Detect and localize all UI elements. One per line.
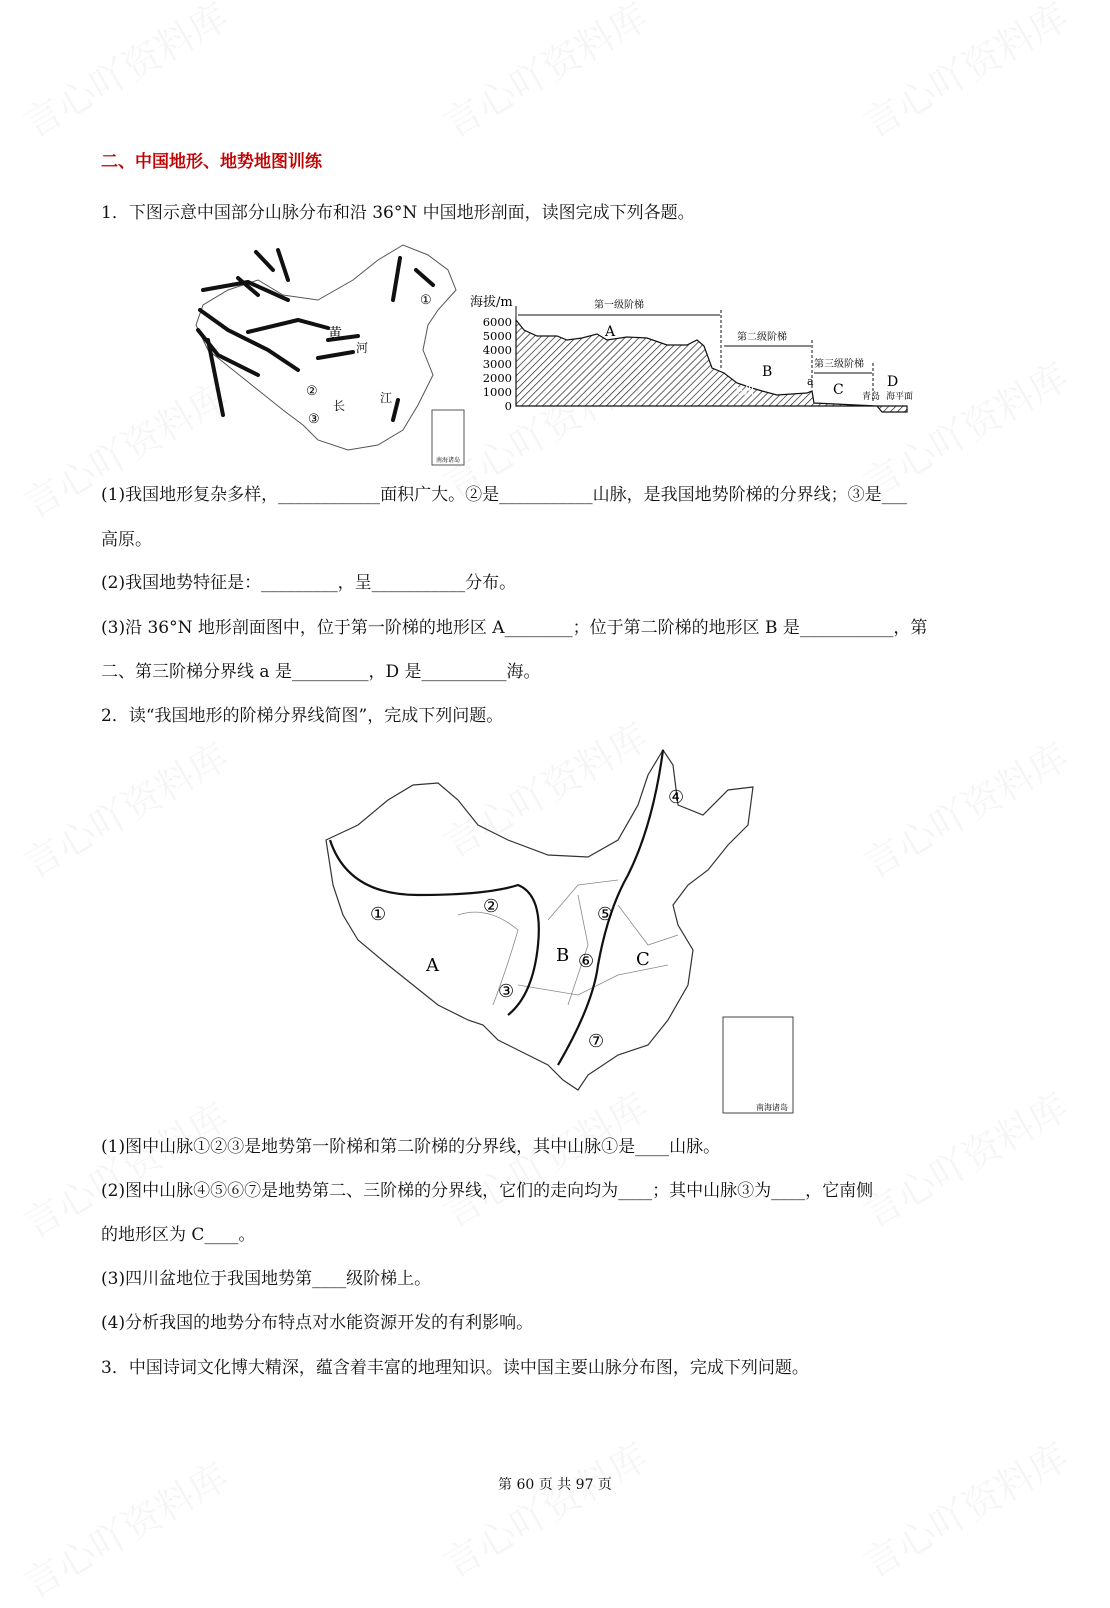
svg-text:海平面: 海平面 [886,392,914,402]
svg-text:B: B [762,364,773,380]
svg-text:第一级阶梯: 第一级阶梯 [594,300,644,311]
svg-text:⑦: ⑦ [588,1031,605,1052]
tick: 5000 [482,329,512,343]
svg-text:①: ① [370,904,387,925]
svg-text:长: 长 [333,399,346,413]
svg-text:江: 江 [380,391,393,405]
svg-text:A: A [426,955,439,976]
y-axis-label: 海拔/m [470,295,513,310]
tick: 2000 [482,371,512,385]
svg-text:C: C [833,382,844,398]
svg-text:黄: 黄 [328,326,342,342]
page-footer: 第 60 页 共 97 页 [498,1477,612,1493]
question-line: 的地形区为 C____。 [101,1225,256,1245]
y-ticks [483,315,512,413]
svg-text:青岛: 青岛 [862,392,881,402]
question-line: (2)我国地势特征是：_________，呈___________分布。 [101,573,517,593]
svg-text:C: C [636,949,650,970]
question-2-stem: 2．读“我国地形的阶梯分界线简图”，完成下列问题。 [101,706,504,726]
section-title: 二、中国地形、地势地图训练 [101,152,322,172]
tick: 6000 [482,315,512,329]
q1-terrain-profile [462,288,922,413]
question-line: 二、第三阶梯分界线 a 是_________，D 是__________海。 [101,662,541,682]
tick: 3000 [482,357,512,371]
question-1-stem: 1．下图示意中国部分山脉分布和沿 36°N 中国地形剖面，读图完成下列各题。 [101,203,695,223]
tick: 4000 [482,343,512,357]
svg-text:南海诸岛: 南海诸岛 [756,1103,788,1112]
svg-text:兰州: 兰州 [734,386,754,397]
svg-text:河: 河 [356,341,369,355]
question-line: (4)分析我国的地势分布特点对水能资源开发的有利影响。 [101,1313,534,1333]
question-3-stem: 3．中国诗词文化博大精深，蕴含着丰富的地理知识。读中国主要山脉分布图，完成下列问题。 [101,1358,809,1378]
tick: 0 [504,399,512,413]
svg-text:①: ① [420,293,432,308]
svg-text:③: ③ [498,981,515,1002]
svg-text:④: ④ [668,787,685,808]
question-line: (1)图中山脉①②③是地势第一阶梯和第二阶梯的分界线，其中山脉①是____山脉。 [101,1137,721,1157]
question-line: 高原。 [101,530,152,550]
svg-text:南海诸岛: 南海诸岛 [436,457,461,464]
svg-text:B: B [556,945,570,966]
china-outline [196,245,456,450]
svg-text:A: A [605,324,616,340]
question-line: (2)图中山脉④⑤⑥⑦是地势第二、三阶梯的分界线，它们的走向均为____；其中山脉③为____，它南侧 [101,1181,874,1201]
question-line: (3)四川盆地位于我国地势第____级阶梯上。 [101,1269,432,1289]
tick: 1000 [482,385,512,399]
svg-text:第三级阶梯: 第三级阶梯 [814,359,864,370]
question-line: (1)我国地形复杂多样，____________面积广大。②是___________山脉，是我国地势阶梯的分界线；③是___ [101,485,908,505]
svg-text:D: D [887,374,899,390]
question-line: (3)沿 36°N 地形剖面图中，位于第一阶梯的地形区 A________；位于第二阶梯的地形区 B 是___________，第 [101,618,928,638]
svg-text:⑥: ⑥ [578,951,595,972]
svg-text:③: ③ [308,412,320,427]
q2-step-boundary-map [318,745,798,1117]
svg-text:第二级阶梯: 第二级阶梯 [737,332,787,343]
svg-text:⑤: ⑤ [597,904,614,925]
svg-text:②: ② [306,384,318,399]
q1-mountain-map [188,240,468,468]
svg-text:a: a [807,375,814,388]
svg-text:②: ② [483,896,500,917]
